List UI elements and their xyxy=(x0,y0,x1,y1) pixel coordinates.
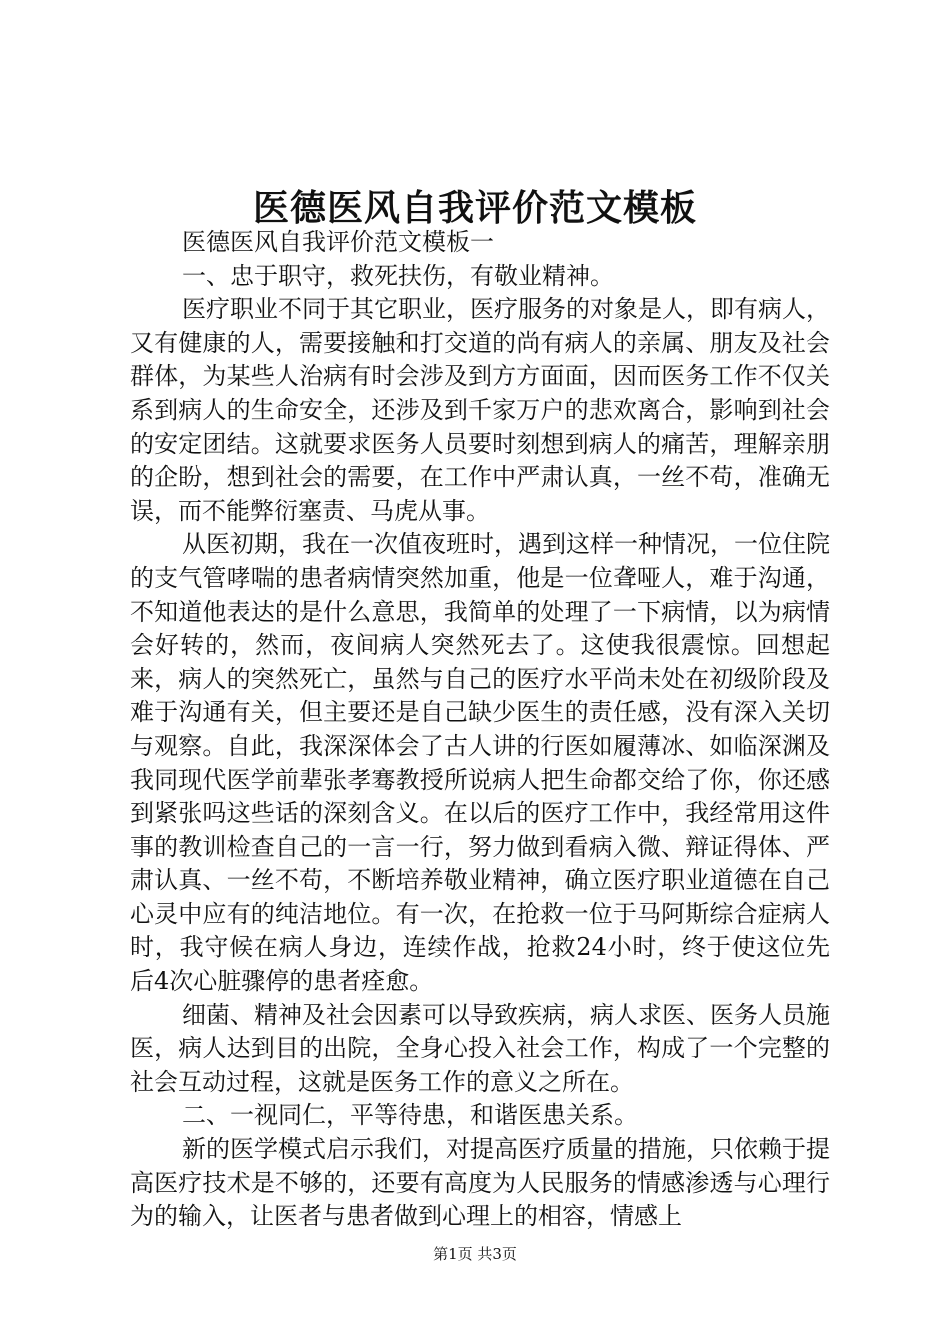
paragraph: 医德医风自我评价范文模板一 xyxy=(182,228,494,256)
document-title: 医德医风自我评价范文模板 xyxy=(252,187,697,229)
page-footer: 第1页 共3页 xyxy=(433,1245,517,1263)
paragraph: 二、一视同仁，平等待患，和谐医患关系。 xyxy=(182,1101,638,1130)
paragraph: 细菌、精神及社会因素可以导致疾病，病人求医、医务人员施医，病人达到目的出院，全身心投入社会工作，构成了一个完整的社会互动过程，这就是医务工作的意义之所在。 xyxy=(130,1000,830,1096)
paragraph: 一、忠于职守，救死扶伤，有敬业精神。 xyxy=(182,261,614,290)
paragraph: 从医初期，我在一次值夜班时，遇到这样一种情况，一位住院的支气管哮喘的患者病情突然加重，他是一位聋哑人，难于沟通，不知道他表达的是什么意思，我简单的处理了一下病情，以为病情会好转的，然而，夜间病人突然死去了。这使我很震惊。回想起来，病人的突然死亡，虽然与自己的医疗水平尚未处在初级阶段及难于沟通有关，但主要还是自己缺少医生的责任感，没有深入关切与观察。自此，我深深体会了古人讲的行医如履薄冰、如临深渊及我同现代医学前辈张孝骞教授所说病人把生命都交给了你，你还感到紧张吗这些话的深刻含义。在以后的医疗工作中，我经常用这件事的教训检查自己的一言一行，努力做到看病入微、辩证得体、严肃认真、一丝不苟，不断培养敬业精神，确立医疗职业道德在自己心灵中应有的纯洁地位。有一次，在抢救一位于马阿斯综合症病人时，我守候在病人身边，连续作战，抢救24小时，终于使这位先后4次心脏骤停的患者痊愈。 xyxy=(130,530,830,996)
document-body xyxy=(130,226,830,1234)
paragraph: 医疗职业不同于其它职业，医疗服务的对象是人，即有病人，又有健康的人，需要接触和打交道的尚有病人的亲属、朋友及社会群体，为某些人治病有时会涉及到方方面面，因而医务工作不仅关系到病人的生命安全，还涉及到千家万户的悲欢离合，影响到社会的安定团结。这就要求医务人员要时刻想到病人的痛苦，理解亲朋的企盼，想到社会的需要，在工作中严肃认真，一丝不苟，准确无误，而不能弊衍塞责、马虎从事。 xyxy=(130,295,830,525)
paragraph: 新的医学模式启示我们，对提高医疗质量的措施，只依赖于提高医疗技术是不够的，还要有高度为人民服务的情感渗透与心理行为的输入，让医者与患者做到心理上的相容，情感上 xyxy=(130,1135,830,1231)
